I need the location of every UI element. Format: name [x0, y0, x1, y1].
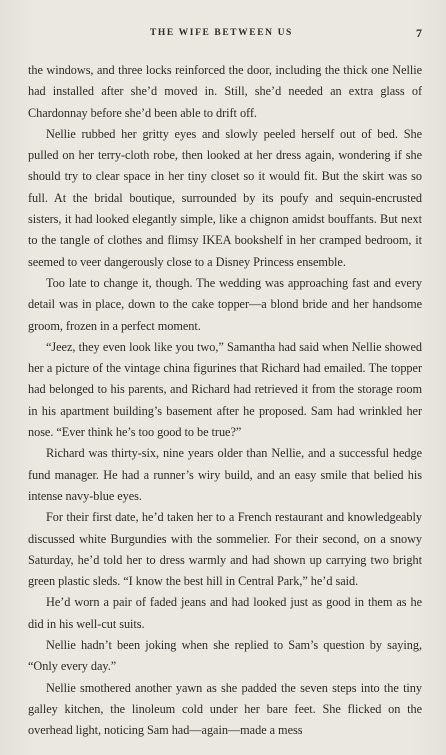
paragraph: “Jeez, they even look like you two,” Samantha had said when Nellie showed her a picture of the vintage china figurines that Richard had emailed. The topper had belonged to his parents, and Richard had retrieved it from the storage room in his apartment building’s basement after he proposed. Sam had wrinkled her nose. “Ever think he’s too good to be true?”: [28, 339, 422, 440]
paragraph: Nellie smothered another yawn as she padded the seven steps into the tiny galley kitchen, the linoleum cold under her bare feet. She flicked on the overhead light, noticing Sam had—again—made a mess: [28, 680, 422, 738]
paragraph: Nellie rubbed her gritty eyes and slowly peeled herself out of bed. She pulled on her terry-cloth robe, then looked at her dress again, wondering if she should try to clear space in her tiny closet so it would fit. But the skirt was so full. At the bridal boutique, surrounded by its poufy and sequin-encrusted sisters, it had looked elegantly simple, like a chignon amidst bouffants. But next to the tangle of clothes and flimsy IKEA bookshelf in her cramped bedroom, it seemed to veer dangerously close to a Disney Princess ensemble.: [28, 126, 422, 269]
paragraph: Nellie hadn’t been joking when she replied to Sam’s question by saying, “Only every day.”: [28, 638, 422, 674]
body-text: [28, 60, 422, 742]
paragraph: He’d worn a pair of faded jeans and had looked just as good in them as he did in his well-cut suits.: [28, 595, 422, 631]
running-title: THE WIFE BETWEEN US: [150, 28, 293, 38]
paragraph: the windows, and three locks reinforced the door, including the thick one Nellie had installed after she’d moved in. Still, she’d needed an extra glass of Chardonnay before she’d been able to drift off.: [28, 63, 422, 120]
paragraph: Too late to change it, though. The wedding was approaching fast and every detail was in place, down to the cake topper—a blond bride and her handsome groom, frozen in a perfect moment.: [28, 275, 422, 333]
page-number: 7: [416, 26, 422, 40]
paragraph: For their first date, he’d taken her to a French restaurant and knowledgeably discussed white Burgundies with the sommelier. For their second, on a snowy Saturday, he’d told her to dress warmly and had shown up carrying two bright green plastic sleds. “I know the best hill in Central Park,” he’d said.: [28, 510, 422, 589]
paragraph: Richard was thirty-six, nine years older than Nellie, and a successful hedge fund manager. He had a runner’s wiry build, and an easy smile that belied his intense navy-blue eyes.: [28, 446, 422, 503]
